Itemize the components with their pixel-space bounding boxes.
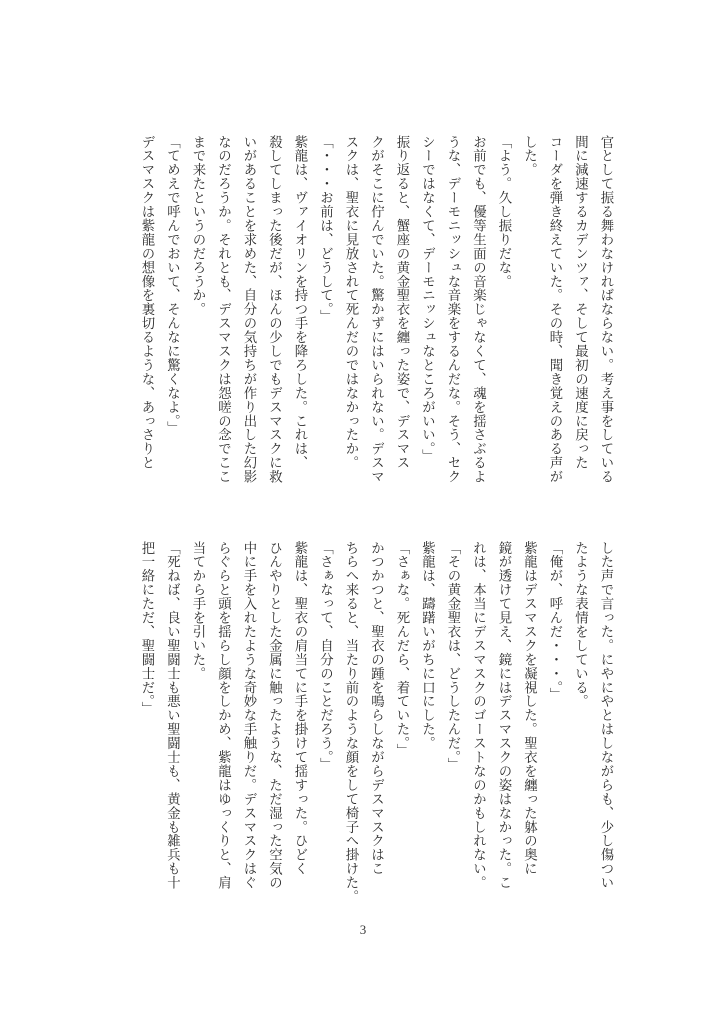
text-line: 把一絡にただ、聖闘士だ。」 [139,541,154,716]
text-line: スクは、聖衣に見放されて死んだのではなかったか。 [343,135,358,470]
text-line: 「さぁな。死んだら、着ていた。」 [394,541,409,758]
text-line: 「さぁなって、自分のことだろう。」 [317,541,333,772]
text-line: 「俺が、呼んだ・・・。」 [547,541,562,702]
text-line: 官として振る舞わなければならない。考え事をしている [598,135,613,484]
text-line: らぐらと頭を揺らし顔をしかめ、紫龍はゆっくりと、肩 [215,541,231,890]
text-line: たような表情をしている。 [572,541,588,709]
text-line: 紫龍は、ヴァイオリンを持つ手を降ろした。これは、 [292,135,307,470]
text-line: いがあることを求めた、自分の気持ちが作り出した幻影 [241,135,256,484]
text-line: まで来たというのだろうか。 [190,135,205,317]
text-line: 「その黄金聖衣は、どうしたんだ。」 [445,541,460,772]
text-line: 当てから手を引いた。 [190,541,205,681]
text-line: ひんやりとした金属に触ったような、ただ湿った空気の [266,541,282,890]
text-line: 紫龍は、躊躇いがちに口にした。 [419,541,435,751]
text-line: 鏡が透けて見え、鏡にはデスマスクの姿はなかった。こ [496,541,511,890]
text-line: ちらへ来ると、当たり前のような顔をして椅子へ掛けた。 [343,541,358,904]
text-line: 振り返ると、蟹座の黄金聖衣を纏った姿で、デスマス [394,135,409,470]
text-line: 紫龍は、聖衣の肩当てに手を掛けて揺すった。ひどく [292,541,307,876]
text-line: シーではなくて、デーモニッシュなところがいい。」 [419,135,435,464]
text-line: うな、デーモニッシュな音楽をするんだな。そう、セク [445,135,460,484]
text-line: お前でも、優等生面の音楽じゃなくて、魂を揺さぶるよ [470,135,486,484]
text-line: なのだろうか。それとも、デスマスクは怨嗟の念でここ [215,135,231,484]
text-line: した声で言った。にやにやとはしながらも、少し傷つい [598,541,613,890]
text-line: れは、本当にデスマスクのゴーストなのかもしれない。 [470,541,486,890]
text-line: デスマスクは紫龍の想像を裏切るような、あっさりと [139,135,154,470]
text-line: クがそこに佇んでいた。驚かずにはいられない。デスマ [368,135,384,484]
text-line: 「てめえで呼んでおいて、そんなに驚くなよ。」 [164,135,180,436]
page-number: 3 [359,922,367,937]
text-line: 紫龍はデスマスクを凝視した。聖衣を纏った躰の奥に [521,541,537,876]
text-line: 「・・・お前は、どうして。」 [317,135,333,324]
text-line: した。 [521,135,537,177]
lower-text-block [118,541,618,916]
text-line: かつかつと、聖衣の踵を鳴らしながらデスマスクはこ [368,541,384,876]
upper-text-block [118,135,618,517]
text-line: 間に減速するカデンツァ、そして最初の速度に戻った [572,135,588,470]
text-line: 「死ねば、良い聖闘士も悪い聖闘士も、黄金も雑兵も十 [164,541,180,890]
text-line: コーダを弾き終えていた。その時、聞き覚えのある声が [547,135,562,484]
text-line: 「よう。久し振りだな。 [496,135,511,289]
text-line: 殺してしまった後だが、ほんの少しでもデスマスクに救 [266,135,282,484]
text-line: 中に手を入れたような奇妙な手触りだ。デスマスクはぐ [241,541,256,890]
